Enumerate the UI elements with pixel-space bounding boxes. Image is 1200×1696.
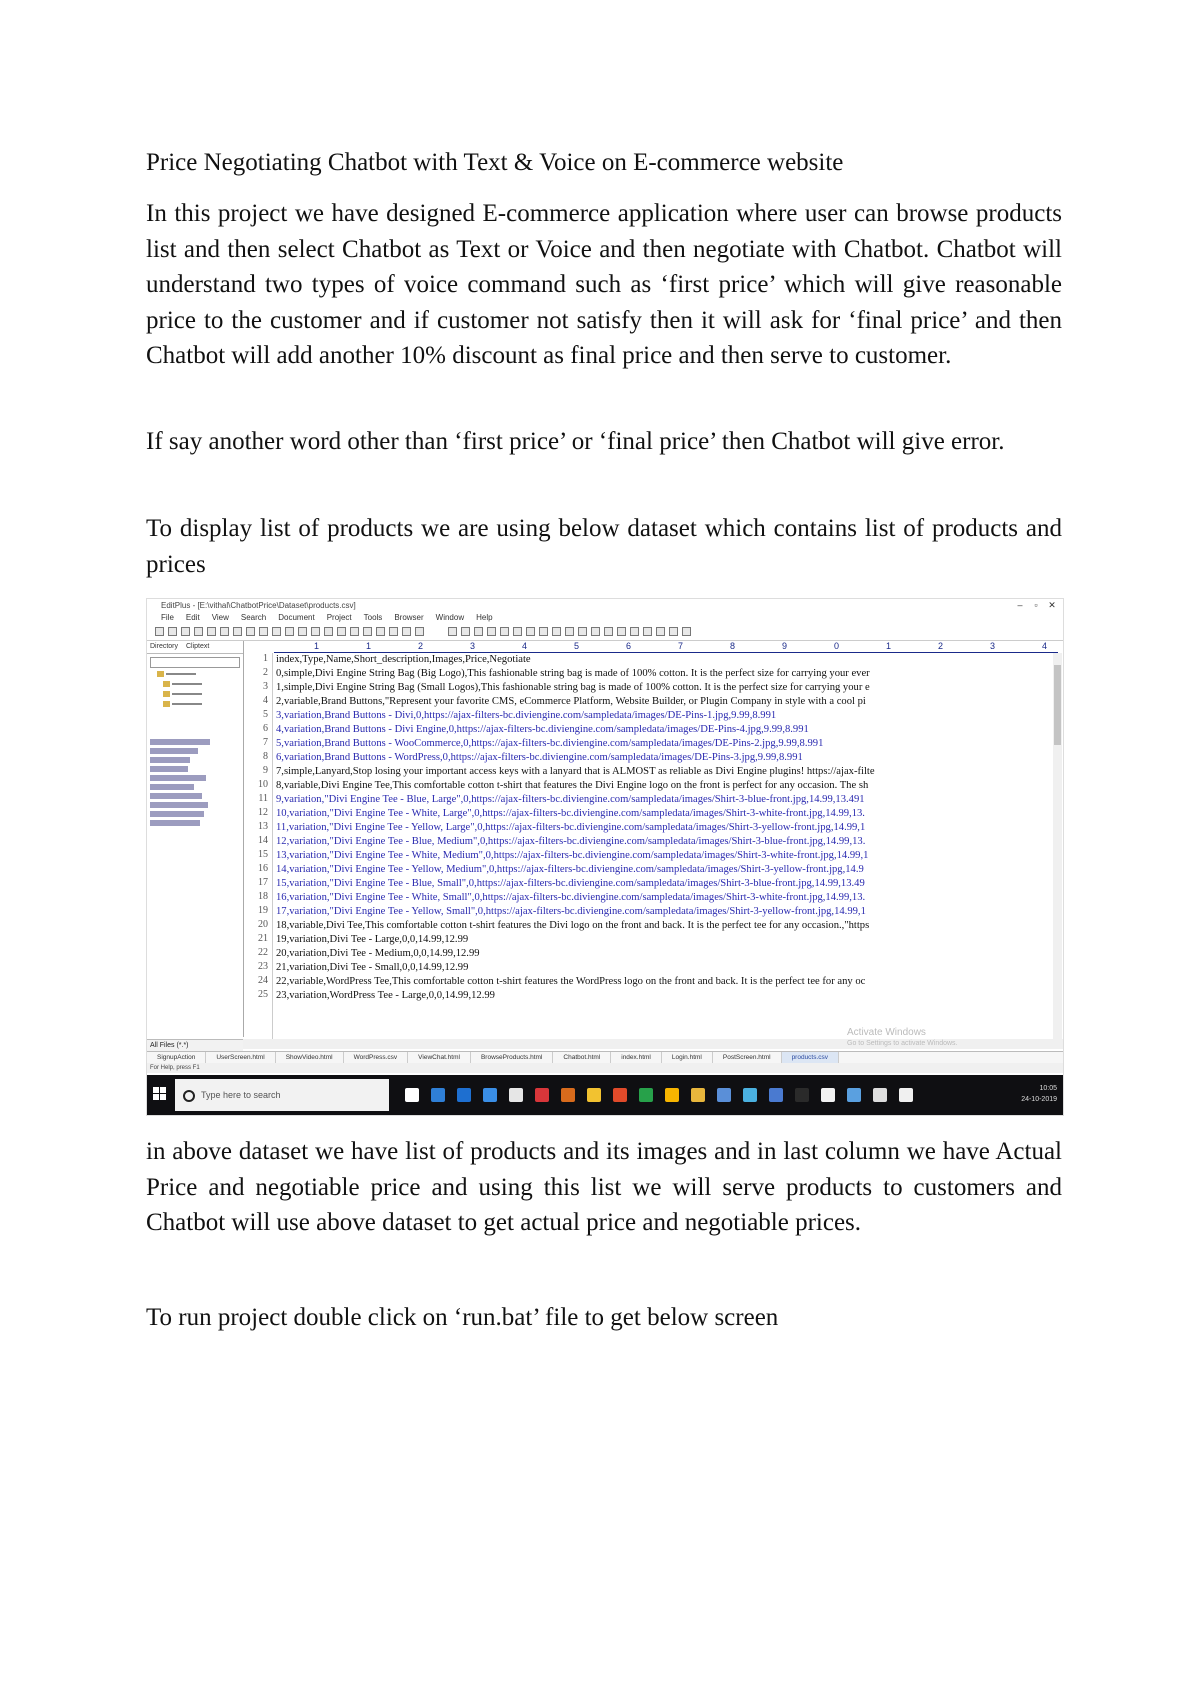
line-number: 6 [263,723,268,734]
menu-item[interactable]: Project [326,613,352,622]
toolbar-button-icon[interactable] [513,627,522,636]
code-line[interactable]: 1,simple,Divi Engine String Bag (Small Logos),This fashionable string bag is made of 100% cotton. It is the perfect size for carrying your e [276,682,870,693]
toolbar-button-icon[interactable] [643,627,652,636]
toolbar-button-icon[interactable] [682,627,691,636]
taskbar-app-icon[interactable] [691,1088,705,1102]
toolbar-button-icon[interactable] [402,627,411,636]
menu-item[interactable]: Search [240,613,267,622]
toolbar-button-icon[interactable] [246,627,255,636]
ruler-mark: 8 [730,641,736,651]
menu-item[interactable]: View [211,613,229,622]
menu-item[interactable]: Document [278,613,315,622]
editor-window-title: EditPlus - [E:\vithal\ChatbotPrice\Dataset\products.csv] [161,601,356,610]
folder-icon [157,671,164,677]
line-number: 2 [263,667,268,678]
menu-item[interactable]: File [161,613,174,622]
taskbar-app-icon[interactable] [561,1088,575,1102]
taskbar-app-icon[interactable] [639,1088,653,1102]
toolbar-button-icon[interactable] [630,627,639,636]
intro-paragraph: In this project we have designed E-commerce application where user can browse products list and then select Chatbot as Text or Voice and then negotiate with Chatbot. Chatbot will understand two types of voice command such as ‘first price’ which will give reasonable price to the customer and if customer not satisfy then it will ask for ‘final price’ and then Chatbot will add another 10% discount as final price and then serve to customer. [146,200,1062,369]
line-number: 14 [258,835,268,846]
toolbar-button-icon[interactable] [337,627,346,636]
toolbar-button-icon[interactable] [376,627,385,636]
file-item[interactable] [150,757,190,763]
document-tab[interactable]: Login.html [662,1052,713,1064]
line-number: 10 [258,779,268,790]
code-line[interactable]: 9,variation,"Divi Engine Tee - Blue, Large",0,https://ajax-filters-bc.diviengine.com/sampledata/images/Shirt-3-blue-front.jpg,14.99,13.491 [276,794,865,805]
ruler-mark: 6 [626,641,632,651]
line-number: 24 [258,975,268,986]
code-line[interactable]: 18,variable,Divi Tee,This comfortable cotton t-shirt features the Divi logo on the front and back. It is the perfect tee for any occasion.,"https [276,920,870,931]
maximize-icon[interactable]: ▫ [1034,600,1038,610]
document-tab[interactable]: SignupAction [147,1052,206,1064]
toolbar-button-icon[interactable] [656,627,665,636]
line-number: 22 [258,947,268,958]
taskbar-app-icon[interactable] [587,1088,601,1102]
run-paragraph: To run project double click on ‘run.bat’ file to get below screen [146,1304,779,1331]
line-number: 17 [258,877,268,888]
dataset-screenshot [146,598,1064,1116]
toolbar-button-icon[interactable] [311,627,320,636]
code-line[interactable]: 17,variation,"Divi Engine Tee - Yellow, Small",0,https://ajax-filters-bc.diviengine.com/sampledata/images/Shirt-3-yellow-front.jpg,14.99,1 [276,906,866,917]
minimize-icon[interactable]: – [1017,600,1023,610]
toolbar-button-icon[interactable] [487,627,496,636]
code-line[interactable]: 2,variable,Brand Buttons,"Represent your favorite CMS, eCommerce Platform, Website Builder, or Plugin Company in style with a cool pi [276,696,866,707]
line-number: 20 [258,919,268,930]
clock-date: 24-10-2019 [1021,1096,1057,1103]
document-tab[interactable]: PostScreen.html [713,1052,782,1064]
windows-start-icon[interactable] [153,1087,167,1101]
toolbar-button-icon[interactable] [259,627,268,636]
file-item[interactable] [150,820,200,826]
toolbar-button-icon[interactable] [552,627,561,636]
ruler-mark: 2 [418,641,424,651]
line-number: 11 [258,793,268,804]
toolbar-button-icon[interactable] [220,627,229,636]
drive-select[interactable] [150,657,240,668]
clock-time: 10:05 [1039,1085,1057,1092]
ruler-mark: 9 [782,641,788,651]
file-item[interactable] [150,748,198,754]
code-line[interactable]: 20,variation,Divi Tee - Medium,0,0,14.99,12.99 [276,948,480,959]
document-tab[interactable]: UserScreen.html [206,1052,275,1064]
taskbar-app-icon[interactable] [795,1088,809,1102]
folder-icon [163,701,170,707]
toolbar-button-icon[interactable] [194,627,203,636]
code-line[interactable]: 14,variation,"Divi Engine Tee - Yellow, Medium",0,https://ajax-filters-bc.diviengine.com/sampledata/images/Shirt-3-yellow-front.jpg,14.9 [276,864,864,875]
taskbar-app-icon[interactable] [535,1088,549,1102]
line-number: 12 [258,807,268,818]
toolbar-button-icon[interactable] [168,627,177,636]
code-line[interactable]: 0,simple,Divi Engine String Bag (Big Logo),This fashionable string bag is made of 100% cotton. It is the perfect size for carrying your ever [276,668,870,679]
close-icon[interactable]: ✕ [1048,600,1056,610]
line-number: 3 [263,681,268,692]
file-item[interactable] [150,811,204,817]
code-line[interactable]: 22,variable,WordPress Tee,This comfortable cotton t-shirt features the WordPress logo on the front and back. It is the perfect tee for any oc [276,976,866,987]
directory-tabs [147,641,243,654]
editor-titlebar [147,599,1063,612]
taskbar-app-icon[interactable] [821,1088,835,1102]
code-line[interactable]: 13,variation,"Divi Engine Tee - White, Medium",0,https://ajax-filters-bc.diviengine.com/sampledata/images/Shirt-3-white-front.jpg,14.99,1 [276,850,869,861]
ruler-mark: 1 [366,641,372,651]
taskbar-app-icon[interactable] [899,1088,913,1102]
menu-item[interactable]: Edit [185,613,200,622]
editor-toolbar [147,624,1063,641]
taskbar-app-icon[interactable] [509,1088,523,1102]
document-title: Price Negotiating Chatbot with Text & Voice on E-commerce website [146,149,844,176]
menu-item[interactable]: Browser [394,613,424,622]
taskbar-app-icon[interactable] [457,1088,471,1102]
line-number: 8 [263,751,268,762]
line-number: 13 [258,821,268,832]
toolbar-button-icon[interactable] [565,627,574,636]
document-tab[interactable]: WordPress.csv [344,1052,409,1064]
taskbar-app-icon[interactable] [743,1088,757,1102]
line-number: 16 [258,863,268,874]
menu-item[interactable]: Tools [363,613,383,622]
ruler-mark: 0 [834,641,840,651]
line-number: 7 [263,737,268,748]
toolbar-button-icon[interactable] [207,627,216,636]
status-text: For Help, press F1 [150,1065,200,1071]
tab-cliptext[interactable]: Cliptext [185,643,210,650]
ruler-mark: 7 [678,641,684,651]
line-number: 23 [258,961,268,972]
document-tab[interactable]: index.html [611,1052,662,1064]
line-number: 15 [258,849,268,860]
file-filter[interactable]: All Files (*.*) [147,1039,243,1051]
code-line[interactable]: 19,variation,Divi Tee - Large,0,0,14.99,12.99 [276,934,469,945]
code-line[interactable]: 15,variation,"Divi Engine Tee - Blue, Small",0,https://ajax-filters-bc.diviengine.com/sampledata/images/Shirt-3-blue-front.jpg,14.99,13.49 [276,878,865,889]
file-item[interactable] [150,775,206,781]
line-number: 21 [258,933,268,944]
file-item[interactable] [150,784,194,790]
taskbar-app-icon[interactable] [717,1088,731,1102]
line-number: 9 [263,765,268,776]
code-line[interactable]: 11,variation,"Divi Engine Tee - Yellow, Large",0,https://ajax-filters-bc.diviengine.com/sampledata/images/Shirt-3-yellow-front.jpg,14.99,1 [276,822,866,833]
taskbar-app-icon[interactable] [665,1088,679,1102]
toolbar-button-icon[interactable] [155,627,164,636]
system-tray [1021,1083,1057,1105]
taskbar-search-input[interactable] [175,1079,389,1111]
search-placeholder: Type here to search [201,1090,281,1100]
code-line[interactable]: 5,variation,Brand Buttons - WooCommerce,0,https://ajax-filters-bc.diviengine.com/sampledata/images/DE-Pins-2.jpg,9.99,8.991 [276,738,824,749]
ruler-mark: 4 [522,641,528,651]
status-bar [147,1063,1063,1073]
folder-icon [163,691,170,697]
line-number: 1 [263,653,268,664]
toolbar-button-icon[interactable] [363,627,372,636]
code-line[interactable]: 4,variation,Brand Buttons - Divi Engine,0,https://ajax-filters-bc.diviengine.com/sampledata/images/DE-Pins-4.jpg,9.99,8.991 [276,724,809,735]
editor-menubar [147,612,1063,624]
after-dataset-paragraph: in above dataset we have list of products and its images and in last column we have Actual Price and negotiable price and using this list we will serve products to customers and Chatbot will use above dataset to get actual price and negotiable prices. [146,1138,1062,1236]
line-gutter [244,653,273,1049]
error-paragraph: If say another word other than ‘first price’ or ‘final price’ then Chatbot will give error. [146,428,1005,455]
activate-windows-watermark [847,1027,958,1049]
toolbar-button-icon[interactable] [415,627,424,636]
code-line[interactable]: 10,variation,"Divi Engine Tee - White, Large",0,https://ajax-filters-bc.diviengine.com/sampledata/images/Shirt-3-white-front.jpg,14.99,13. [276,808,865,819]
folder-item[interactable] [163,681,213,689]
toolbar-button-icon[interactable] [298,627,307,636]
toolbar-button-icon[interactable] [526,627,535,636]
taskbar-app-icon[interactable] [405,1088,419,1102]
folder-item[interactable] [157,671,207,679]
code-line[interactable]: 3,variation,Brand Buttons - Divi,0,https://ajax-filters-bc.diviengine.com/sampledata/images/DE-Pins-1.jpg,9.99,8.991 [276,710,777,721]
code-line[interactable]: 7,simple,Lanyard,Stop losing your important access keys with a lanyard that is ALMOST as reliable as Divi Engine plugins! https://ajax-filte [276,766,875,777]
directory-pane [147,641,244,1049]
toolbar-button-icon[interactable] [669,627,678,636]
document-tab[interactable]: BrowseProducts.html [471,1052,553,1064]
toolbar-button-icon[interactable] [272,627,281,636]
folder-icon [163,681,170,687]
dataset-paragraph: To display list of products we are using below dataset which contains list of products and prices [146,515,1062,578]
ruler-mark: 4 [1042,641,1048,651]
toolbar-button-icon[interactable] [500,627,509,636]
column-ruler [274,641,1058,653]
toolbar-button-icon[interactable] [324,627,333,636]
document-tab[interactable]: products.csv [782,1052,840,1064]
code-line[interactable]: 8,variable,Divi Engine Tee,This comfortable cotton t-shirt that features the Divi Engine logo on the front is perfect for any occasion. The sh [276,780,869,791]
toolbar-button-icon[interactable] [474,627,483,636]
document-tab[interactable]: Chatbot.html [553,1052,611,1064]
toolbar-button-icon[interactable] [461,627,470,636]
taskbar-app-icon[interactable] [769,1088,783,1102]
toolbar-button-icon[interactable] [604,627,613,636]
taskbar-app-icon[interactable] [483,1088,497,1102]
line-number: 19 [258,905,268,916]
search-icon [183,1090,195,1102]
windows-taskbar [147,1075,1063,1115]
toolbar-button-icon[interactable] [350,627,359,636]
code-line[interactable]: 16,variation,"Divi Engine Tee - White, Small",0,https://ajax-filters-bc.diviengine.com/sampledata/images/Shirt-3-white-front.jpg,14.99,13. [276,892,866,903]
folder-item[interactable] [163,701,213,709]
toolbar-button-icon[interactable] [233,627,242,636]
line-number: 18 [258,891,268,902]
taskbar-app-icon[interactable] [613,1088,627,1102]
line-number: 5 [263,709,268,720]
ruler-mark: 2 [938,641,944,651]
document-tab[interactable]: ViewChat.html [408,1052,471,1064]
code-line[interactable]: 21,variation,Divi Tee - Small,0,0,14.99,12.99 [276,962,469,973]
toolbar-button-icon[interactable] [285,627,294,636]
toolbar-button-icon[interactable] [617,627,626,636]
file-item[interactable] [150,793,202,799]
editor-area[interactable] [244,641,1062,1051]
toolbar-button-icon[interactable] [181,627,190,636]
file-item[interactable] [150,739,210,745]
toolbar-button-icon[interactable] [539,627,548,636]
line-number: 25 [258,989,268,1000]
toolbar-button-icon[interactable] [448,627,457,636]
taskbar-app-icon[interactable] [847,1088,861,1102]
vertical-scrollbar[interactable] [1053,653,1062,1049]
code-content[interactable] [276,653,1050,1049]
toolbar-button-icon[interactable] [389,627,398,636]
ruler-mark: 1 [886,641,892,651]
toolbar-button-icon[interactable] [591,627,600,636]
code-line[interactable]: index,Type,Name,Short_description,Images,Price,Negotiate [276,654,531,665]
code-line[interactable]: 12,variation,"Divi Engine Tee - Blue, Medium",0,https://ajax-filters-bc.diviengine.com/sampledata/images/Shirt-3-blue-front.jpg,14.99,13. [276,836,866,847]
ruler-mark: 3 [990,641,996,651]
activate-windows-text: Activate Windows [847,1027,926,1038]
activate-windows-hint: Go to Settings to activate Windows. [847,1040,958,1047]
menu-item[interactable]: Help [476,613,493,622]
code-line[interactable]: 6,variation,Brand Buttons - WordPress,0,https://ajax-filters-bc.diviengine.com/sampledata/images/DE-Pins-3.jpg,9.99,8.991 [276,752,803,763]
ruler-mark: 3 [470,641,476,651]
taskbar-app-icon[interactable] [873,1088,887,1102]
file-item[interactable] [150,802,208,808]
taskbar-app-icon[interactable] [431,1088,445,1102]
toolbar-button-icon[interactable] [578,627,587,636]
document-tab[interactable]: ShowVideo.html [276,1052,344,1064]
ruler-mark: 1 [314,641,320,651]
file-item[interactable] [150,766,188,772]
ruler-mark: 5 [574,641,580,651]
code-line[interactable]: 23,variation,WordPress Tee - Large,0,0,14.99,12.99 [276,990,495,1001]
folder-item[interactable] [163,691,213,699]
menu-item[interactable]: Window [435,613,465,622]
tab-directory[interactable]: Directory [150,643,179,650]
line-number: 4 [263,695,268,706]
